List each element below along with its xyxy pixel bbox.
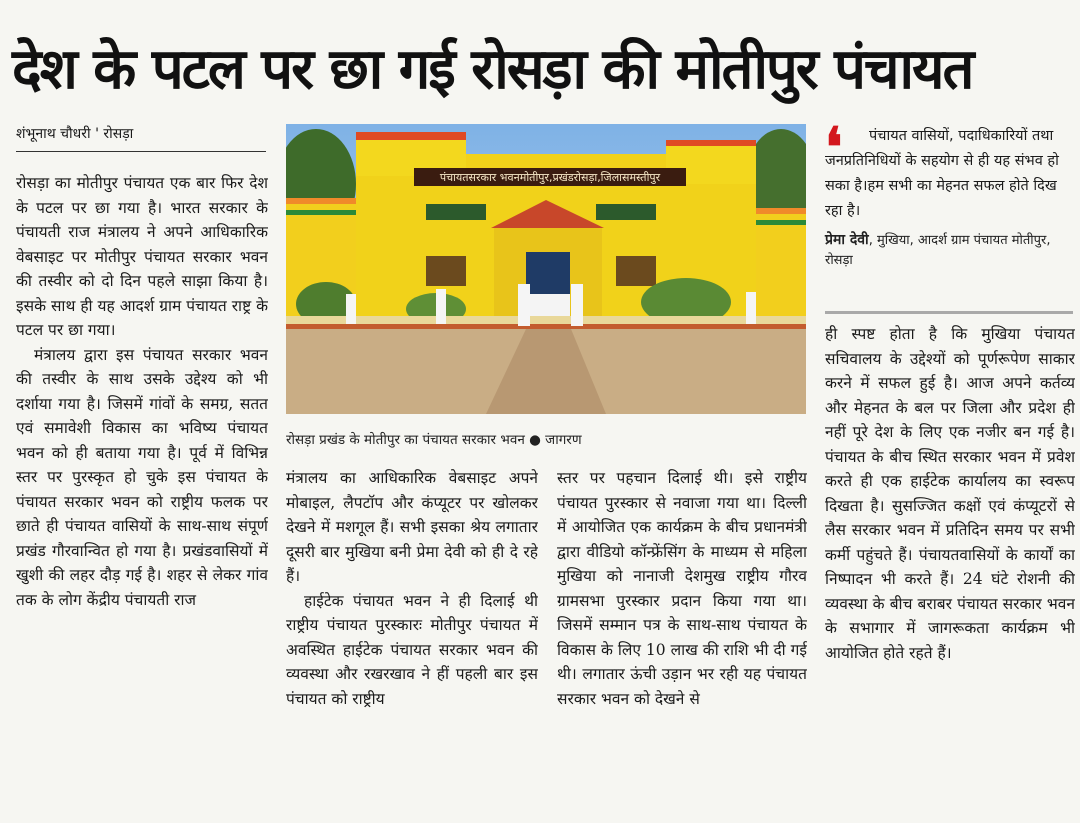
quote-divider — [825, 311, 1073, 314]
previous-article-cutoff — [0, 0, 1080, 14]
quote-role: , मुखिया, आदर्श ग्राम पंचायत मोतीपुर, रोसड़ा — [825, 233, 1051, 268]
quote-name: प्रेमा देवी — [825, 232, 869, 248]
article-column-2 — [286, 466, 538, 819]
quote-mark-icon: ❛ — [825, 115, 843, 179]
article-column-3 — [557, 466, 807, 819]
quote-attribution — [825, 230, 1073, 271]
pull-quote — [825, 115, 1073, 271]
building-illustration — [286, 124, 806, 414]
paragraph: ही स्पष्ट होता है कि मुखिया पंचायत सचिवालय के उद्देश्यों को पूर्णरूपेण साकार करने में सफल हुई है। आज अपने कर्तव्य और मेहनत के बल पर जिला और प्रदेश ही नहीं पूरे देश के लिए एक नजीर बन गई है। पंचायत के बीच स्थित सरकार भवन में प्रवेश करते ही एक हाईटेक कार्यालय का स्वरूप दिखता है। सुसज्जित कक्षों एवं कंप्यूटरों से लैस सरकार भवन में प्रतिदिन समय पर सभी कर्मी पहुंचते हैं। पंचायतवासियों के कार्यों का निष्पादन भी करते हैं। 24 घंटे रोशनी की व्यवस्था के बीच बराबर पंचायत सरकार भवन के सभागार में जागरूकता कार्यक्रम भी आयोजित होते रहते हैं। — [825, 325, 1075, 662]
paragraph: रोसड़ा का मोतीपुर पंचायत एक बार फिर देश के पटल पर छा गया है। भारत सरकार के पंचायती राज मंत्रालय ने अपने आधिकारिक वेबसाइट पर मोतीपुर पंचायत सरकार भवन की तस्वीर को दो दिन पहले साझा किया है। इसके साथ ही यह आदर्श ग्राम पंचायत राष्ट्र के पटल पर छा गया। — [16, 174, 268, 339]
photo-caption: रोसड़ा प्रखंड के मोतीपुर का पंचायत सरकार भवन ● जागरण — [286, 432, 582, 448]
quote-text: पंचायत वासियों, पदाधिकारियों तथा जनप्रतिनिधियों के सहयोग से ही यह संभव हो सका है।हम सभी का मेहनत सफल होते दिख रहा है। — [825, 128, 1059, 219]
headline: देश के पटल पर छा गई रोसड़ा की मोतीपुर पंचायत — [12, 37, 973, 102]
paragraph: हाईटेक पंचायत भवन ने ही दिलाई थी राष्ट्रीय पंचायत पुरस्कारः मोतीपुर पंचायत में अवस्थित हाईटेक पंचायत सरकार भवन की व्यवस्था और रखरखाव ने हीं पहली बार इस पंचायत को राष्ट्रीय — [286, 591, 538, 708]
paragraph: मंत्रालय का आधिकारिक वेबसाइट अपने मोबाइल, लैपटॉप और कंप्यूटर पर खोलकर देखने में मशगूल हैं। सभी इसका श्रेय लगातार दूसरी बार मुखिया बनी प्रेमा देवी को ही दे रहे हैं। — [286, 469, 538, 585]
panchayat-building-photo — [286, 124, 806, 414]
byline: शंभूनाथ चौधरी ' रोसड़ा — [16, 124, 266, 152]
article-column-1 — [16, 171, 268, 819]
paragraph: मंत्रालय द्वारा इस पंचायत सरकार भवन की तस्वीर के साथ उसके उद्देश्य को भी दर्शाया गया है। जिसमें गांवों के समग्र, सतत एवं समावेशी विकास का भविष्य पंचायत भवन को ही बताया गया है। पूर्व में विभिन्न स्तर पर पुरस्कृत हो चुके इस पंचायत के पंचायत सरकार भवन को राष्ट्रीय फलक पर छाते ही पंचायत वासियों के साथ-साथ संपूर्ण प्रखंड गौरवान्वित हो गया है। प्रखंडवासियों में खुशी की लहर दौड़ गई है। शहर से लेकर गांव तक के लोग केंद्रीय पंचायती राज — [16, 345, 268, 609]
paragraph: स्तर पर पहचान दिलाई थी। इसे राष्ट्रीय पंचायत पुरस्कार से नवाजा गया था। दिल्ली में आयोजित एक कार्यक्रम के बीच प्रधानमंत्री द्वारा वीडियो कॉन्फ्रेंसिंग के माध्यम से महिला मुखिया को नानाजी देशमुख राष्ट्रीय गौरव ग्रामसभा पुरस्कार प्रदान किया गया था। जिसमें सम्मान पत्र के साथ-साथ पंचायत के विकास के लिए 10 लाख की राशि भी दी गई थी। लगातार ऊंची उड़ान भर रही यह पंचायत सरकार भवन को देखने से — [557, 469, 807, 708]
building-sign-text: पंचायतसरकार भवनमोतीपुर,प्रखंडरोसड़ा,जिलासमस्तीपुर — [439, 171, 661, 184]
article-column-4 — [825, 322, 1075, 819]
